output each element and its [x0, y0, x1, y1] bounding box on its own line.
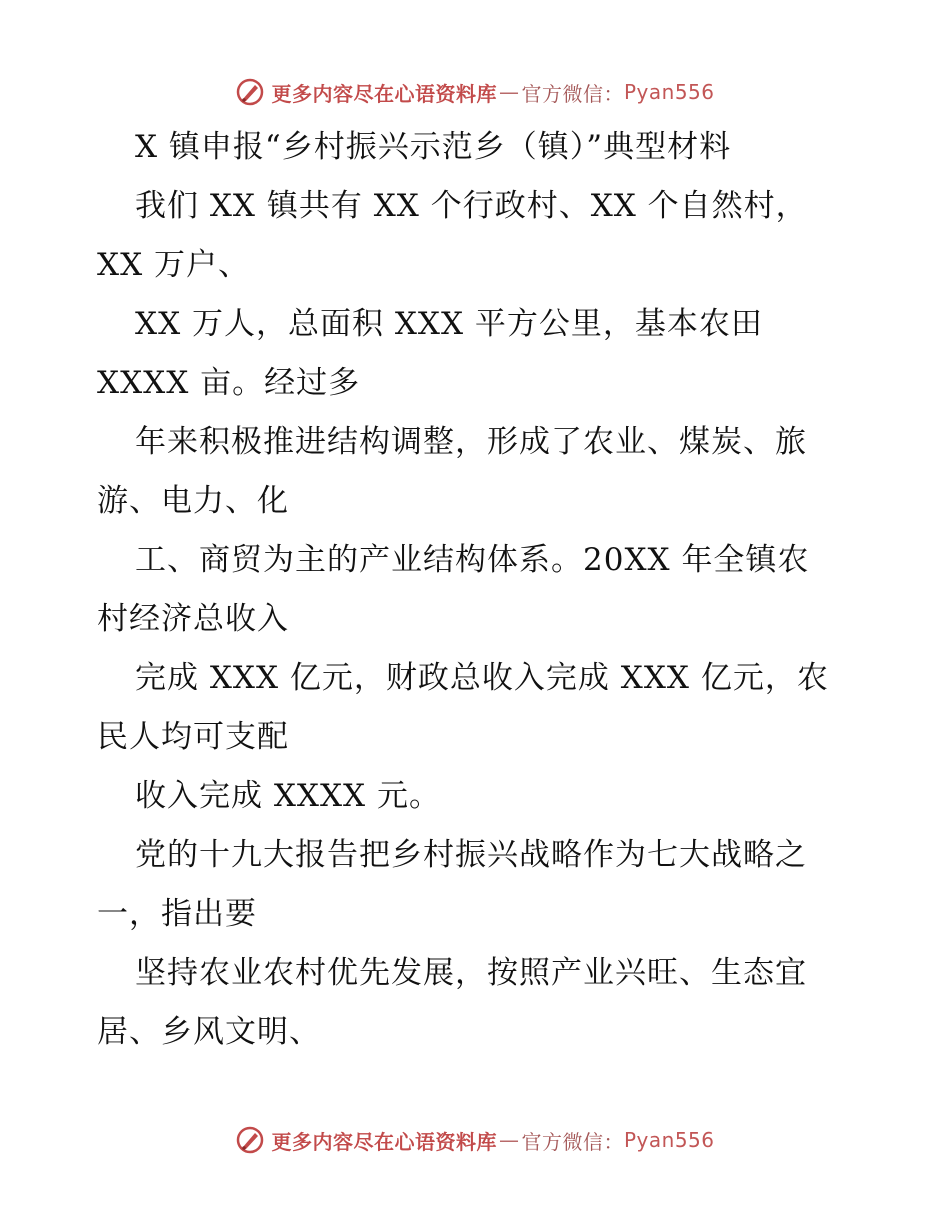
paragraph-line: XX 万户、	[97, 247, 250, 283]
footer-watermark	[0, 1120, 950, 1160]
document-title: X 镇申报“乡村振兴示范乡（镇）”典型材料	[135, 129, 732, 165]
paragraph-line: 民人均可支配	[97, 719, 289, 755]
header-watermark	[0, 72, 950, 112]
pen-seal-icon	[235, 77, 265, 107]
watermark-wechat-id: Pyan556	[623, 80, 715, 104]
watermark-separator: —	[498, 80, 520, 104]
paragraph-line: XX 万人，总面积 XXX 平方公里，基本农田	[135, 306, 763, 342]
paragraph-line: 工、商贸为主的产业结构体系。20XX 年全镇农	[135, 542, 810, 578]
paragraph-line: 完成 XXX 亿元，财政总收入完成 XXX 亿元，农	[135, 660, 829, 696]
watermark-label: 官方微信：	[521, 81, 624, 106]
document-body	[97, 118, 857, 1062]
paragraph-line: 坚持农业农村优先发展，按照产业兴旺、生态宜	[135, 955, 807, 991]
paragraph-line: 年来积极推进结构调整，形成了农业、煤炭、旅	[135, 424, 807, 460]
paragraph-line: XXXX 亩。经过多	[97, 365, 361, 401]
paragraph-line: 居、乡风文明、	[97, 1014, 321, 1050]
paragraph-line: 一，指出要	[97, 896, 257, 932]
watermark-text: 更多内容尽在心语资料库	[271, 1129, 497, 1154]
paragraph-line: 党的十九大报告把乡村振兴战略作为七大战略之	[135, 837, 807, 873]
paragraph-line: 游、电力、化	[97, 483, 289, 519]
watermark-wechat-id: Pyan556	[623, 1128, 715, 1152]
watermark-label: 官方微信：	[521, 1129, 624, 1154]
paragraph-line: 收入完成 XXXX 元。	[135, 778, 441, 814]
pen-seal-icon	[235, 1125, 265, 1155]
paragraph-line: 我们 XX 镇共有 XX 个行政村、XX 个自然村，	[135, 188, 808, 224]
watermark-separator: —	[498, 1128, 520, 1152]
paragraph-line: 村经济总收入	[97, 601, 289, 637]
watermark-text: 更多内容尽在心语资料库	[271, 81, 497, 106]
